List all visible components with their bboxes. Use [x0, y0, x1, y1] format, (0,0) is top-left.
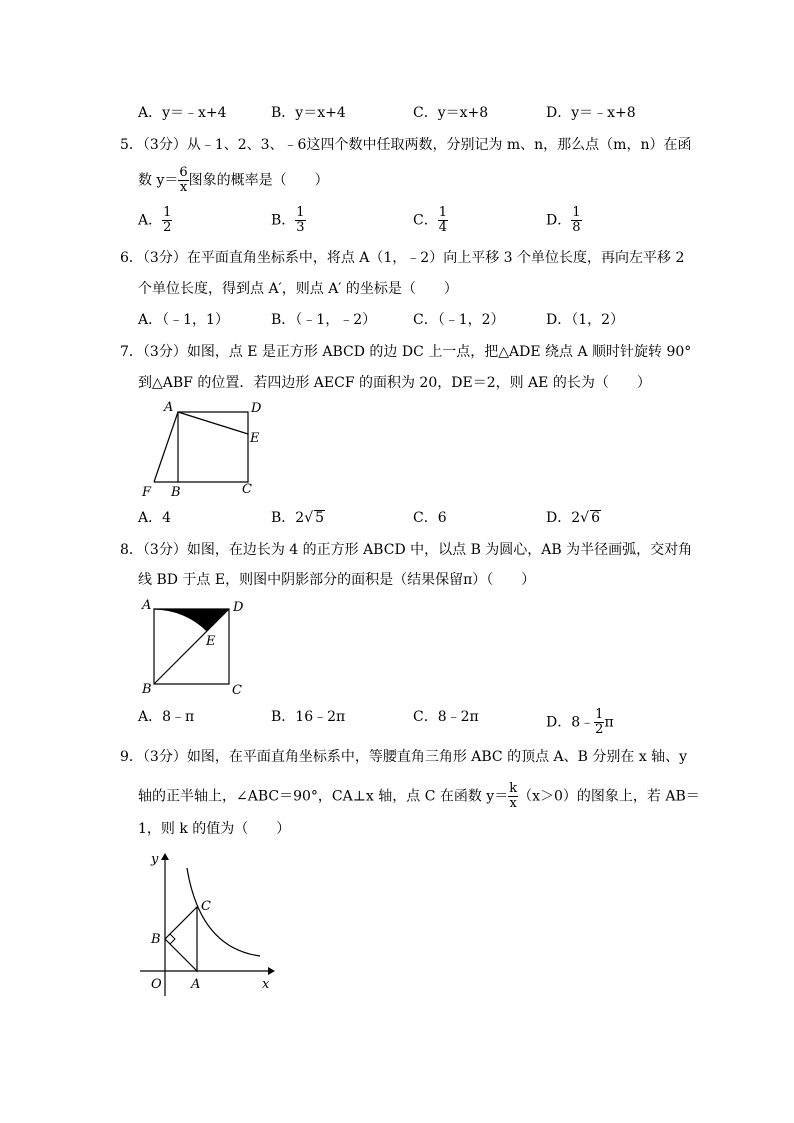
q9-label-c: C: [201, 899, 211, 914]
q7-label-a: A: [164, 400, 174, 415]
q5-options: [138, 206, 698, 236]
q7-label-c: C: [242, 482, 252, 497]
q5-option-b[interactable]: B． $\frac{1}{3}$: [271, 205, 305, 235]
q8-option-a[interactable]: A．8﹣π: [138, 709, 195, 725]
q4-options: [138, 104, 698, 134]
q4-option-b[interactable]: B．y＝x+4: [271, 105, 346, 121]
q9-label-x: x: [262, 977, 270, 992]
q8-options: [138, 708, 698, 738]
q4-option-c[interactable]: C．y＝x+8: [413, 105, 489, 121]
q7-label-e: E: [250, 431, 260, 446]
q9-label-o: O: [151, 977, 162, 992]
q6-option-d[interactable]: D．（1，2）: [546, 312, 625, 328]
q5-option-c[interactable]: C． $\frac{1}{4}$: [413, 205, 447, 235]
q6-option-a[interactable]: A．（﹣1，1）: [138, 312, 229, 328]
q7-stem-line1: 7．（3分）如图，点 E 是正方形 ABCD 的边 DC 上一点，把△ADE 绕点 A 顺时针旋转 90°: [120, 344, 692, 360]
q7-label-d: D: [251, 401, 262, 416]
q7-option-c[interactable]: C．6: [413, 510, 447, 526]
q6-stem-line1: 6．（3分）在平面直角坐标系中，将点 A（1，﹣2）向上平移 3 个单位长度，再向左平移 2: [120, 250, 685, 266]
q8-label-c: C: [232, 683, 242, 698]
q9-right-angle-mark: [170, 934, 175, 944]
q9-hyperbola-curve: [187, 868, 260, 956]
q8-stem-line1: 8．（3分）如图，在边长为 4 的正方形 ABCD 中，以点 B 为圆心，AB 为半径画弧，交对角: [120, 542, 693, 558]
q9-figure: [140, 848, 280, 996]
q4-option-a[interactable]: A．y＝﹣x+4: [138, 105, 227, 121]
q9-label-b: B: [151, 932, 161, 947]
q8-label-e: E: [206, 634, 216, 649]
q7-segment-ae: [178, 412, 248, 434]
q7-segment-fa: [154, 412, 178, 482]
q9-triangle-abc: [165, 907, 197, 971]
q7-option-b[interactable]: B．2√ 5: [271, 510, 325, 526]
q7-label-f: F: [142, 485, 152, 500]
q7-options: [138, 509, 698, 539]
q4-option-d[interactable]: D．y＝﹣x+8: [546, 105, 636, 121]
q9-stem-line1: 9．（3分）如图，在平面直角坐标系中，等腰直角三角形 ABC 的顶点 A、B 分别在 x 轴、y: [120, 749, 688, 765]
q8-label-a: A: [142, 598, 152, 613]
q8-option-d[interactable]: D．8﹣ $\frac{1}{2}$ π: [546, 707, 614, 737]
q9-stem-line3: 1，则 k 的值为（ ）: [138, 821, 291, 837]
q8-stem-line2: 线 BD 于点 E，则图中阴影部分的面积是（结果保留π）（ ）: [138, 572, 536, 588]
q7-option-d[interactable]: D．2√ 6: [546, 510, 600, 526]
q9-label-a: A: [191, 977, 201, 992]
q7-label-b: B: [171, 485, 181, 500]
q5-function-fraction: $\frac{6}{x}$: [179, 165, 188, 195]
q5-option-d[interactable]: D． $\frac{1}{8}$: [546, 205, 581, 235]
q6-option-c[interactable]: C．（﹣1，2）: [413, 312, 505, 328]
q8-label-d: D: [233, 600, 244, 615]
q8-option-c[interactable]: C．8﹣2π: [413, 709, 479, 725]
q9-function-fraction: $\frac{k}{x}$: [509, 781, 518, 811]
q7-figure: [140, 398, 270, 500]
q9-stem-line2: 轴的正半轴上，∠ABC＝90°，CA⊥x 轴，点 C 在函数 y＝ $\frac{k}{x}$ （x＞0）的图象上，若 AB＝: [138, 781, 700, 811]
q8-diagonal-bd: [154, 609, 229, 684]
q9-x-axis-arrow: [268, 967, 275, 975]
q6-stem-line2: 个单位长度，得到点 A′，则点 A′ 的坐标是（ ）: [138, 281, 458, 297]
q8-label-b: B: [142, 682, 152, 697]
q6-options: [138, 311, 698, 341]
q5-option-a[interactable]: A． $\frac{1}{2}$: [138, 205, 172, 235]
q8-figure: [140, 597, 260, 697]
q9-label-y: y: [151, 852, 159, 867]
q6-option-b[interactable]: B．（﹣1，﹣2）: [271, 312, 377, 328]
q5-stem-line2: 数 y＝ $\frac{6}{x}$ 图象的概率是（ ）: [138, 165, 329, 195]
q9-y-axis-arrow: [161, 853, 169, 860]
q7-option-a[interactable]: A．4: [138, 510, 172, 526]
q7-stem-line2: 到△ABF 的位置．若四边形 AECF 的面积为 20，DE＝2，则 AE 的长为（ ）: [138, 375, 651, 391]
q5-stem-line1: 5．（3分）从﹣1、2、3、﹣6这四个数中任取两数，分别记为 m、n，那么点（m，n）在函: [120, 137, 692, 153]
q8-option-b[interactable]: B．16﹣2π: [271, 709, 346, 725]
